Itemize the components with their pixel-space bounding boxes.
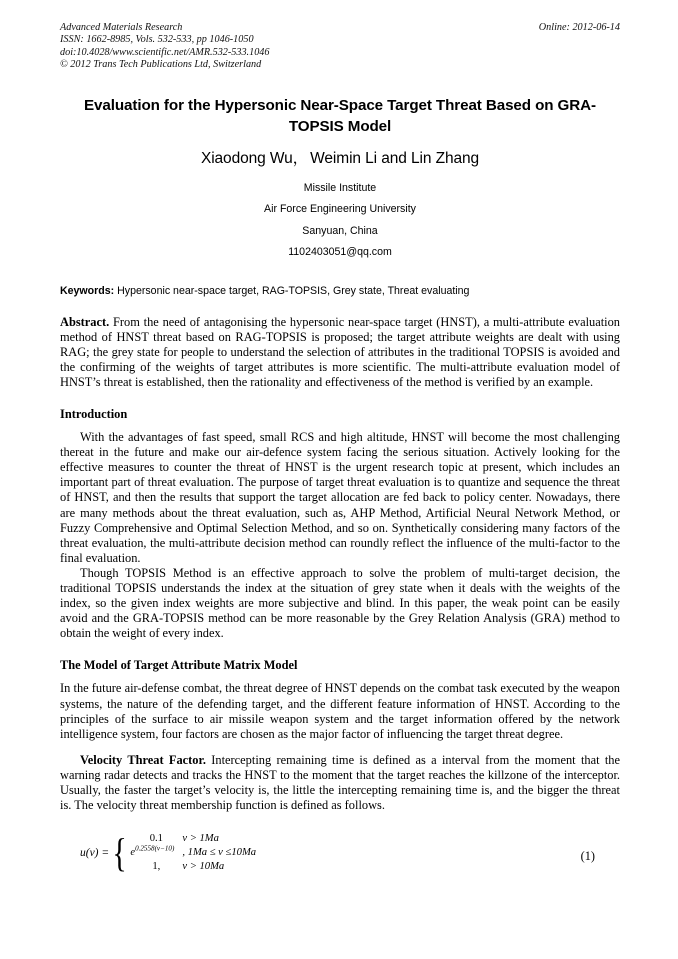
equation-case-1-value: 0.1 <box>149 833 163 845</box>
affiliation-city: Sanyuan, China <box>302 224 378 237</box>
abstract-block <box>60 315 620 390</box>
equation-1 <box>80 829 257 875</box>
equation-case-2-base: e <box>130 847 136 859</box>
equation-lhs: u(v) = <box>80 846 110 859</box>
equation-case-1-condition: v > 1Ma <box>182 833 219 845</box>
equation-number: (1) <box>580 849 595 864</box>
equation-case-3 <box>130 861 256 872</box>
author-rest: Weimin Li and Lin Zhang <box>310 149 480 167</box>
journal-copyright: © 2012 Trans Tech Publications Ltd, Switzerland <box>60 59 262 71</box>
equation-case-1 <box>130 833 256 844</box>
equation-case-2-condition: , 1Ma ≤ v ≤10Ma <box>182 847 257 859</box>
author-first: Xiaodong Wu <box>200 149 293 167</box>
journal-header-left <box>60 22 490 72</box>
equation-case-2 <box>130 844 257 859</box>
author-list <box>60 149 620 169</box>
affiliation-institute: Missile Institute <box>303 181 377 194</box>
equation-brace: { <box>112 829 127 875</box>
abstract-text: From the need of antagonising the hypersonic near-space target (HNST), a multi-attribute evaluation method of HNST threat based on RAG-TOPSIS is proposed; the target attribute weights are dealt with using RAG; the grey state for people to understand the selection of attributes in the traditional TOPSIS is avoided and the confirming of the weights of target attributes is more scientific. The multi-attribute evaluation model of HNST’s threat is established, then the rationality and effectiveness of the method is verified by an example. <box>60 314 620 389</box>
equation-case-3-value: 1, <box>152 861 161 873</box>
velocity-threat-label: Velocity Threat Factor. <box>80 752 206 767</box>
author-separator: ， <box>292 149 311 167</box>
equation-case-3-condition: v > 10Ma <box>182 861 225 873</box>
introduction-paragraph-1: With the advantages of fast speed, small RCS and high altitude, HNST will become the most challenging thereat in the future and make our air-defence system facing the serious situation. Actively looking for the effective measures to counter the threat of HNST is the urgent research topic at present, which includes an important part of threat evaluation. The purpose of target threat evaluation is to quantize and sequence the threat of HNST, and then the results that support the target allocation are fed back to policy center. Nowadays, there are many methods about the threat evaluation, such as, AHP Method, Artificial Neural Network Method, or Fuzzy Comprehensive and Optimal Selection Method, and so on. Synthetically considering many factors of the threat evaluation, the multi-attribute decision method can roundly reflect the influence of the multi-factor to the final evaluation. <box>60 430 620 565</box>
journal-header <box>60 22 620 72</box>
page-title: Evaluation for the Hypersonic Near-Space Target Threat Based on GRA-TOPSIS Model <box>84 96 596 135</box>
journal-doi: doi:10.4028/www.scientific.net/AMR.532-533.1046 <box>60 46 270 58</box>
velocity-threat-paragraph <box>60 753 620 813</box>
section-heading-model: The Model of Target Attribute Matrix Model <box>60 658 298 673</box>
journal-name: Advanced Materials Research <box>60 22 183 33</box>
equation-cases <box>130 833 256 872</box>
equation-case-2-value <box>130 844 182 859</box>
keywords-text: Hypersonic near-space target, RAG-TOPSIS, Grey state, Threat evaluating <box>117 284 470 297</box>
introduction-paragraph-2: Though TOPSIS Method is an effective approach to solve the problem of multi-target decision, the traditional TOPSIS understands the index at the situation of grey state when it deals with the weights of the index, so the given index weights are more subjective and blind. In this paper, the weak point can be easily avoid and the GRA-TOPSIS method can be more reasonable by the Grey Relation Analysis (GRA) method to obtain the weight of every index. <box>60 565 620 641</box>
section-heading-introduction: Introduction <box>60 407 128 422</box>
keywords-label: Keywords: <box>60 284 115 297</box>
model-paragraph-1: In the future air-defense combat, the threat degree of HNST depends on the combat task executed by the weapon systems, the nature of the defending target, and the different feature information of HNST. According to the principles of the surface to air missile weapon system and the target information offered by the network intelligence system, four factors are chosen as the major factor of influencing the target threat degree. <box>60 681 620 741</box>
journal-issn: ISSN: 1662-8985, Vols. 532-533, pp 1046-1050 <box>60 34 254 46</box>
affiliation-block <box>60 178 620 264</box>
affiliation-university: Air Force Engineering University <box>264 203 416 216</box>
author-email: 1102403051@qq.com <box>288 246 392 259</box>
keywords-line <box>60 284 620 298</box>
abstract-label: Abstract. <box>60 314 110 329</box>
equation-case-2-exponent: 0.2558(v−10) <box>135 844 175 853</box>
velocity-threat-text: Intercepting remaining time is defined as a interval from the moment that the warning radar detects and tracks the HNST to the moment that the target reaches the killzone of the interceptor. Usually, the faster the target’s velocity is, the little the intercepting remaining time is, and the bigger the threat is. The velocity threat membership function is defined as follows. <box>60 752 621 813</box>
equation-block <box>60 829 620 895</box>
online-date: Online: 2012-06-14 <box>538 22 620 33</box>
